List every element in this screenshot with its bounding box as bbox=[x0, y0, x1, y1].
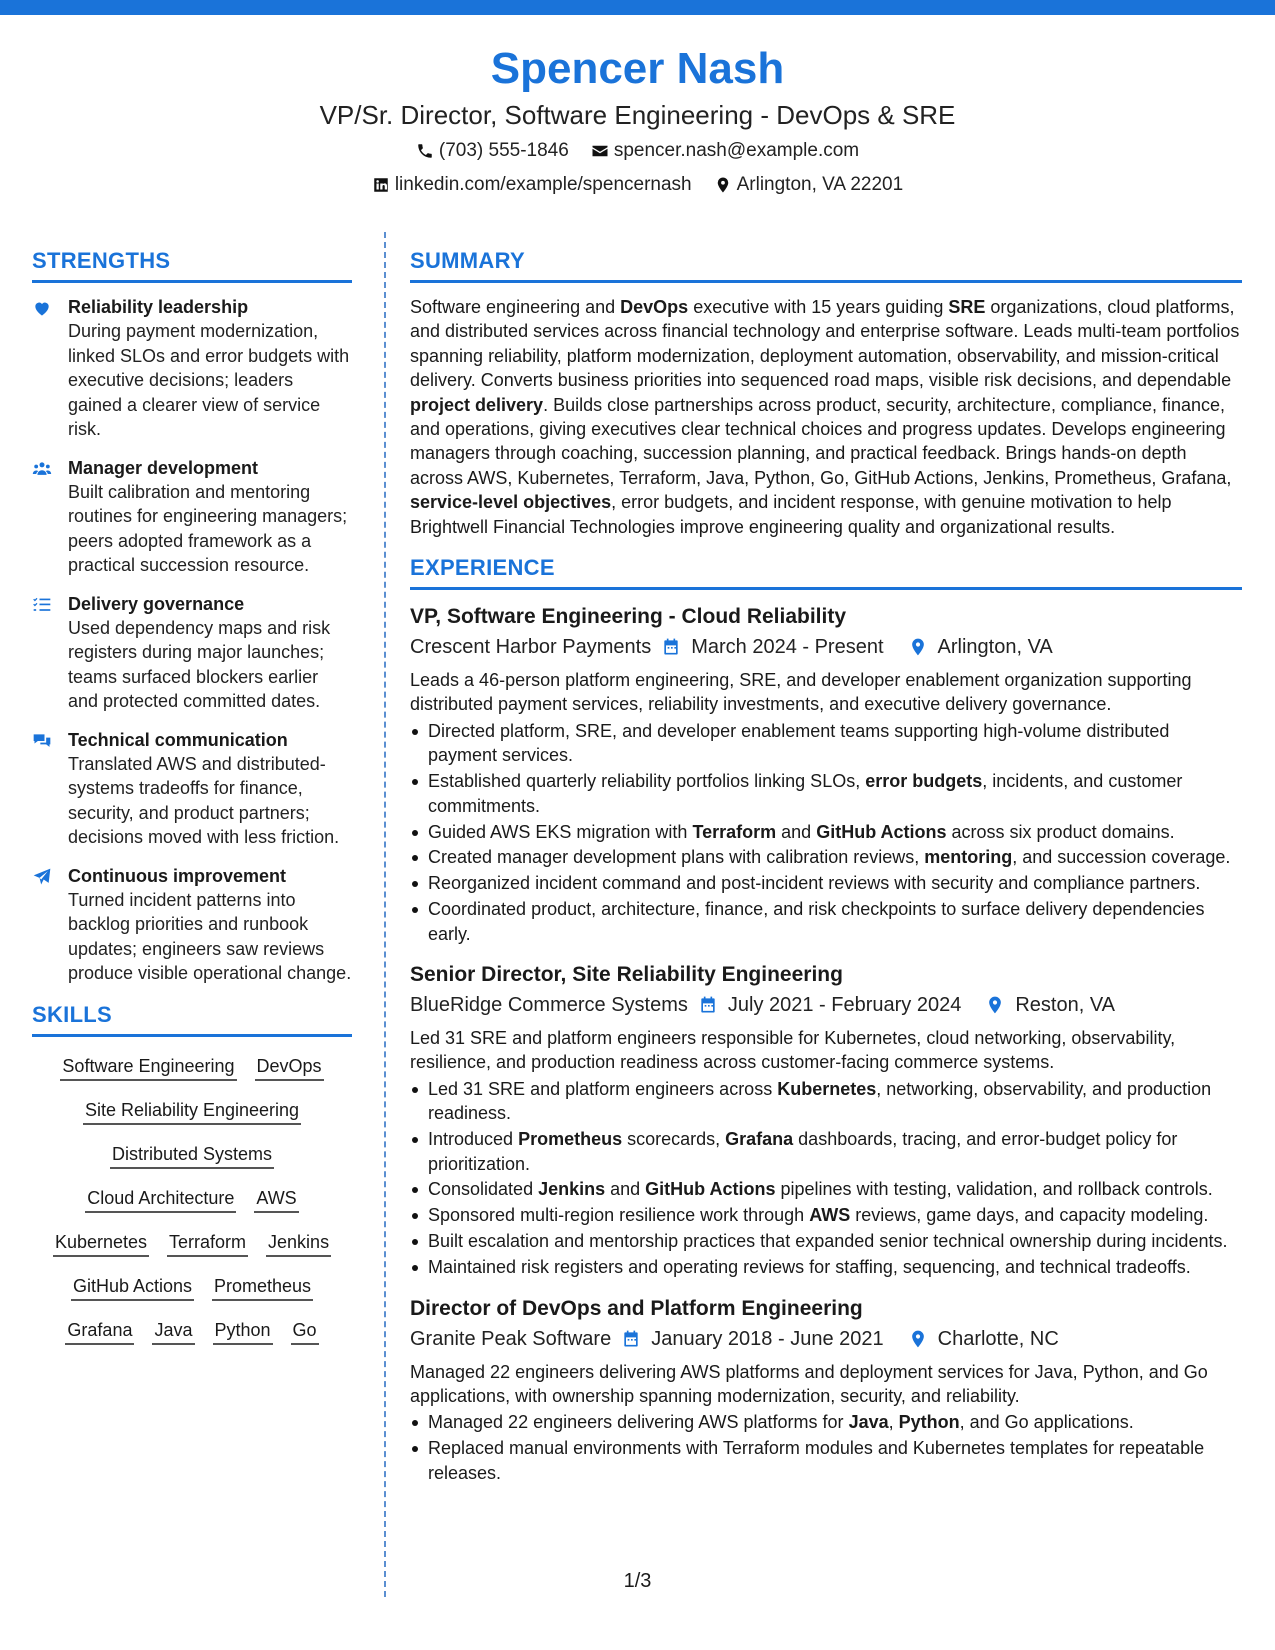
strength-body bbox=[68, 864, 352, 986]
job-bullet bbox=[410, 845, 1242, 869]
text-segment: Maintained risk registers and operating reviews for staffing, sequencing, and technical tradeoffs. bbox=[428, 1257, 1191, 1278]
skill-tag: DevOps bbox=[255, 1053, 324, 1081]
job-intro: Managed 22 engineers delivering AWS platforms and deployment services for Java, Python, and Go applications, with ownership spanning modernization, security, and reliability. bbox=[410, 1361, 1208, 1406]
text-segment: Led 31 SRE and platform engineers across bbox=[428, 1078, 778, 1099]
bold-keyword: Python bbox=[898, 1412, 960, 1433]
skill-tag: Prometheus bbox=[212, 1273, 313, 1301]
bold-keyword: error budgets bbox=[865, 771, 983, 792]
map-marker-icon bbox=[714, 176, 732, 194]
bold-keyword: AWS bbox=[809, 1205, 851, 1226]
phone-icon bbox=[416, 142, 434, 160]
candidate-name: Spencer Nash bbox=[490, 44, 785, 93]
column-divider bbox=[384, 232, 386, 1597]
job-entry bbox=[410, 602, 1242, 946]
job-bullets bbox=[410, 1410, 1242, 1485]
job-location: Arlington, VA bbox=[937, 636, 1053, 659]
job-bullet bbox=[410, 1436, 1242, 1485]
strength-body bbox=[68, 592, 352, 714]
calendar-icon bbox=[621, 1329, 641, 1349]
strength-item bbox=[32, 295, 352, 442]
job-dates: July 2021 - February 2024 bbox=[727, 994, 962, 1017]
linkedin-icon bbox=[372, 176, 390, 194]
strength-item bbox=[32, 728, 352, 850]
top-accent-bar bbox=[0, 0, 1275, 15]
job-intro: Leads a 46-person platform engineering, SRE, and developer enablement organization supporting distributed payment services, reliability investments, and executive delivery governance. bbox=[410, 670, 1192, 715]
bold-keyword: Jenkins bbox=[538, 1179, 606, 1200]
text-segment: Directed platform, SRE, and developer enablement teams supporting high-volume distributed payment services. bbox=[428, 720, 1170, 766]
calendar-icon bbox=[661, 637, 681, 657]
bold-keyword: Kubernetes bbox=[777, 1078, 877, 1099]
strength-desc: Translated AWS and distributed-systems tradeoffs for finance, security, and product partners; decisions moved with less friction. bbox=[68, 753, 340, 847]
email-contact[interactable] bbox=[591, 136, 859, 166]
strength-icon-wrap bbox=[32, 592, 54, 714]
job-bullet bbox=[410, 1127, 1242, 1176]
job-bullet bbox=[410, 1229, 1242, 1253]
strength-desc: Turned incident patterns into backlog priorities and runbook updates; engineers saw reviews produce visible operational change. bbox=[68, 889, 352, 983]
text-segment: Created manager development plans with calibration reviews, bbox=[428, 847, 925, 868]
list-check-icon bbox=[32, 595, 52, 615]
bold-keyword: GitHub Actions bbox=[816, 821, 947, 842]
text-segment: , networking, observability, and production readiness. bbox=[428, 1078, 1212, 1124]
job-bullet bbox=[410, 897, 1242, 946]
text-segment: . Builds close partnerships across product, security, architecture, compliance, finance, and operations, giving executives clear technical choices and progress updates. Develops engineering managers through coaching, succession planning, and practical feedback. Brings hands-on depth across AWS, Kubernetes, Terraform, Java, Python, Go, GitHub Actions, Jenkins, Prometheus, Grafana, bbox=[410, 394, 1232, 488]
jobs-list bbox=[410, 602, 1242, 1485]
bold-keyword: mentoring bbox=[924, 847, 1013, 868]
text-segment: organizations, cloud platforms, and distributed services across financial technology and enterprise software. Leads multi-team portfolios spanning reliability, platform modernization, deployment automation, observability, and mission-critical delivery. Converts business priorities into sequenced road maps, visible risk decisions, and dependable bbox=[410, 297, 1240, 391]
job-bullet bbox=[410, 1410, 1242, 1434]
calendar-icon bbox=[698, 995, 718, 1015]
linkedin-text: linkedin.com/example/spencernash bbox=[394, 174, 692, 195]
job-intro: Led 31 SRE and platform engineers responsible for Kubernetes, cloud networking, observability, resilience, and production readiness across customer-facing commerce systems. bbox=[410, 1028, 1176, 1073]
strength-icon-wrap bbox=[32, 728, 54, 850]
skill-tag: Terraform bbox=[167, 1229, 248, 1257]
strength-desc: Used dependency maps and risk registers during major launches; teams surfaced blockers earlier and protected committed dates. bbox=[68, 617, 331, 711]
location-contact bbox=[714, 170, 904, 200]
experience-heading: EXPERIENCE bbox=[410, 553, 1242, 590]
heart-icon bbox=[32, 298, 52, 318]
text-segment: Reorganized incident command and post-incident reviews with security and compliance partners. bbox=[428, 873, 1201, 894]
job-bullet bbox=[410, 1077, 1242, 1126]
strength-item bbox=[32, 592, 352, 714]
contact-row-2 bbox=[0, 170, 1275, 200]
text-segment: across six product domains. bbox=[946, 821, 1175, 842]
text-segment: , error budgets, and incident response, with genuine motivation to help Brightwell Financial Technologies improve engineering quality and organizational results. bbox=[410, 492, 1172, 537]
job-bullets bbox=[410, 1077, 1242, 1280]
bold-keyword: project delivery bbox=[410, 394, 544, 415]
map-marker-icon bbox=[908, 1329, 928, 1349]
comments-icon bbox=[32, 731, 52, 751]
bold-keyword: Prometheus bbox=[518, 1129, 623, 1150]
skill-tag: Site Reliability Engineering bbox=[83, 1097, 301, 1125]
job-bullet bbox=[410, 820, 1242, 844]
text-segment: Replaced manual environments with Terraform modules and Kubernetes templates for repeatable releases. bbox=[428, 1438, 1205, 1483]
job-dates: March 2024 - Present bbox=[691, 636, 884, 659]
job-meta bbox=[410, 990, 1242, 1020]
strength-body bbox=[68, 728, 352, 850]
text-segment: Built escalation and mentorship practices that expanded senior technical ownership during incidents. bbox=[428, 1231, 1228, 1252]
text-segment: Software engineering and bbox=[410, 297, 621, 317]
job-bullet bbox=[410, 769, 1242, 818]
strength-title: Technical communication bbox=[68, 729, 288, 750]
text-segment: Managed 22 engineers delivering AWS platforms for bbox=[428, 1412, 849, 1433]
text-segment: Introduced bbox=[428, 1129, 519, 1150]
skill-tag: Grafana bbox=[65, 1317, 134, 1345]
bold-keyword: Terraform bbox=[692, 821, 777, 842]
phone-text: (703) 555-1846 bbox=[438, 140, 569, 161]
job-company: Granite Peak Software bbox=[410, 1327, 612, 1350]
strength-icon-wrap bbox=[32, 456, 54, 578]
strength-title: Reliability leadership bbox=[68, 297, 249, 317]
skill-tag: Software Engineering bbox=[60, 1053, 236, 1081]
text-segment: dashboards, tracing, and error-budget policy for prioritization. bbox=[428, 1129, 1178, 1174]
skill-tag: GitHub Actions bbox=[71, 1273, 194, 1301]
text-segment: Guided AWS EKS migration with bbox=[428, 821, 693, 842]
paper-plane-icon bbox=[32, 867, 52, 887]
strength-icon-wrap bbox=[32, 295, 54, 442]
skill-tag: Cloud Architecture bbox=[85, 1185, 236, 1213]
text-segment: , bbox=[888, 1412, 899, 1433]
candidate-role: VP/Sr. Director, Software Engineering - DevOps & SRE bbox=[319, 100, 956, 130]
job-meta bbox=[410, 1324, 1242, 1354]
text-segment: , and Go applications. bbox=[959, 1412, 1134, 1433]
job-bullet bbox=[410, 1203, 1242, 1227]
job-title: VP, Software Engineering - Cloud Reliability bbox=[410, 605, 847, 629]
phone-contact[interactable] bbox=[416, 136, 569, 166]
resume-header bbox=[0, 40, 1275, 200]
map-marker-icon bbox=[985, 995, 1005, 1015]
text-segment: and bbox=[605, 1179, 646, 1200]
summary-heading: SUMMARY bbox=[410, 246, 1242, 283]
strength-item bbox=[32, 456, 352, 578]
text-segment: and bbox=[776, 821, 817, 842]
job-bullet bbox=[410, 1255, 1242, 1279]
text-segment: executive with 15 years guiding bbox=[688, 297, 949, 317]
left-column bbox=[32, 246, 352, 1345]
users-icon bbox=[32, 459, 52, 479]
email-text: spencer.nash@example.com bbox=[613, 140, 860, 161]
bold-keyword: Java bbox=[848, 1412, 889, 1433]
text-segment: Consolidated bbox=[428, 1179, 539, 1200]
text-segment: reviews, game days, and capacity modeling. bbox=[850, 1205, 1209, 1226]
bold-keyword: GitHub Actions bbox=[645, 1179, 776, 1200]
bold-keyword: Grafana bbox=[725, 1129, 794, 1150]
strength-title: Manager development bbox=[68, 457, 259, 478]
strength-icon-wrap bbox=[32, 864, 54, 986]
skill-tag: AWS bbox=[254, 1185, 298, 1213]
job-bullet bbox=[410, 719, 1242, 768]
skill-tag: Kubernetes bbox=[53, 1229, 149, 1257]
strength-desc: Built calibration and mentoring routines for engineering managers; peers adopted framework as a practical succession resource. bbox=[68, 481, 348, 575]
map-marker-icon bbox=[908, 637, 928, 657]
job-title: Senior Director, Site Reliability Engineering bbox=[410, 963, 843, 987]
job-meta bbox=[410, 632, 1242, 662]
skill-tag: Distributed Systems bbox=[110, 1141, 274, 1169]
text-segment: , and succession coverage. bbox=[1012, 847, 1231, 868]
text-segment: Sponsored multi-region resilience work through bbox=[428, 1205, 810, 1226]
summary-text bbox=[410, 295, 1242, 539]
linkedin-contact[interactable] bbox=[372, 170, 692, 200]
job-bullet bbox=[410, 1177, 1242, 1201]
text-segment: Coordinated product, architecture, finance, and risk checkpoints to surface delivery dependencies early. bbox=[428, 899, 1205, 944]
job-company: BlueRidge Commerce Systems bbox=[410, 994, 688, 1017]
job-company: Crescent Harbor Payments bbox=[410, 636, 652, 659]
strength-desc: During payment modernization, linked SLOs and error budgets with executive decisions; leaders gained a clearer view of service risk. bbox=[68, 321, 350, 439]
skills-heading: SKILLS bbox=[32, 1000, 352, 1037]
text-segment: scorecards, bbox=[622, 1129, 726, 1150]
contact-row-1 bbox=[0, 136, 1275, 166]
skills-list bbox=[32, 1049, 352, 1345]
job-location: Charlotte, NC bbox=[937, 1327, 1059, 1350]
text-segment: Established quarterly reliability portfolios linking SLOs, bbox=[428, 771, 866, 792]
skill-tag: Java bbox=[152, 1317, 194, 1345]
strengths-heading: STRENGTHS bbox=[32, 246, 352, 283]
skill-tag: Go bbox=[291, 1317, 319, 1345]
right-column bbox=[410, 246, 1242, 1499]
skill-tag: Python bbox=[213, 1317, 273, 1345]
bold-keyword: SRE bbox=[948, 297, 986, 317]
job-entry bbox=[410, 960, 1242, 1280]
job-bullet bbox=[410, 871, 1242, 895]
envelope-icon bbox=[591, 142, 609, 160]
job-title: Director of DevOps and Platform Engineering bbox=[410, 1296, 863, 1320]
bold-keyword: service-level objectives bbox=[410, 492, 612, 513]
strengths-list bbox=[32, 295, 352, 986]
strength-body bbox=[68, 295, 352, 442]
strength-title: Delivery governance bbox=[68, 593, 245, 614]
strength-item bbox=[32, 864, 352, 986]
text-segment: , incidents, and customer commitments. bbox=[428, 771, 1183, 816]
job-dates: January 2018 - June 2021 bbox=[651, 1327, 884, 1350]
bold-keyword: DevOps bbox=[620, 297, 689, 317]
page-number: 1/3 bbox=[623, 1570, 652, 1592]
skill-tag: Jenkins bbox=[266, 1229, 331, 1257]
strength-title: Continuous improvement bbox=[68, 865, 287, 886]
strength-body bbox=[68, 456, 352, 578]
text-segment: pipelines with testing, validation, and rollback controls. bbox=[775, 1179, 1213, 1200]
location-text: Arlington, VA 22201 bbox=[736, 174, 904, 195]
job-location: Reston, VA bbox=[1015, 994, 1116, 1017]
job-entry bbox=[410, 1294, 1242, 1486]
job-bullets bbox=[410, 719, 1242, 946]
